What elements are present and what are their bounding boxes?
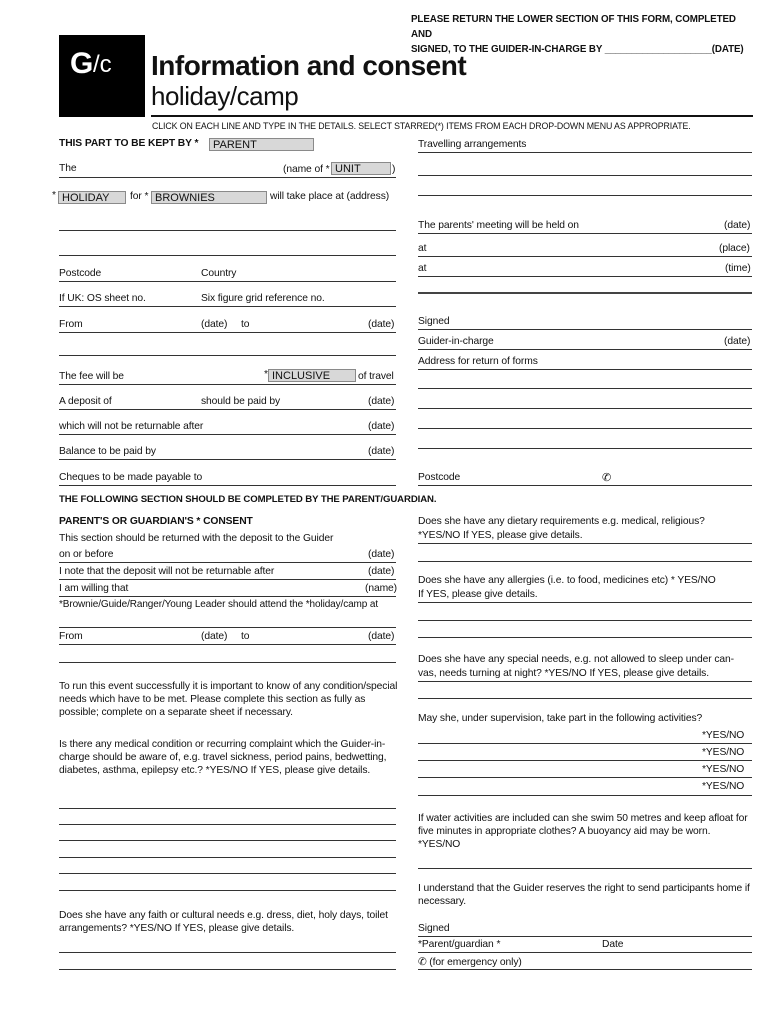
cheques-line[interactable] xyxy=(59,485,396,486)
willing-that-line[interactable] xyxy=(59,596,396,597)
activity-4-yes-no[interactable]: *YES/NO xyxy=(702,781,745,792)
medical-line-5[interactable] xyxy=(59,873,396,874)
at-place-label: at xyxy=(418,243,427,254)
parent-guardian-label[interactable]: *Parent/guardian * xyxy=(418,939,501,950)
phone-icon: ✆ xyxy=(602,472,612,484)
parent-signed-label: Signed xyxy=(418,923,450,934)
special-needs-line-1[interactable] xyxy=(418,681,752,682)
return-note-line2: AND xyxy=(411,29,432,40)
activity-2-yes-no[interactable]: *YES/NO xyxy=(702,747,745,758)
return-address-line-4[interactable] xyxy=(418,428,752,429)
gc-logo xyxy=(59,35,145,117)
medical-line-6[interactable] xyxy=(59,890,396,891)
address-line-1[interactable] xyxy=(59,230,396,231)
non-returnable-label: which will not be returnable after xyxy=(59,421,204,432)
medical-question: Is there any medical condition or recurring complaint which the Guider-in-charge should be aware of, e.g. travel sickness, period pains, bedwetting, diabetes, asthma, epilepsy etc.? *YES/NO If YES, please give details. xyxy=(59,739,387,776)
allergies-line-3[interactable] xyxy=(418,637,752,638)
allergies-line-1[interactable] xyxy=(418,602,752,603)
parents-meeting-label: The parents' meeting will be held on xyxy=(418,220,579,231)
on-or-before-date: (date) xyxy=(368,549,395,560)
from-date-label: (date) xyxy=(201,319,228,330)
special-needs-question-2[interactable]: vas, needs turning at night? *YES/NO If YES, please give details. xyxy=(418,668,709,679)
non-returnable-date: (date) xyxy=(368,421,395,432)
fee-label: The fee will be xyxy=(59,371,124,382)
allergies-line-2[interactable] xyxy=(418,620,752,621)
on-or-before-label: on or before xyxy=(59,549,114,560)
will-take-place-label: will take place at (address) xyxy=(270,191,390,202)
guider-date-label: (date) xyxy=(724,336,751,347)
activities-question: May she, under supervision, take part in the following activities? xyxy=(418,713,703,724)
guider-in-charge-label: Guider-in-charge xyxy=(418,336,494,347)
dates-line-2[interactable] xyxy=(59,355,396,356)
parent-signature-line[interactable] xyxy=(418,936,752,937)
holiday-star: * xyxy=(52,190,56,201)
fee-type-dropdown[interactable]: INCLUSIVE xyxy=(268,369,356,382)
logo-g: G xyxy=(70,47,94,80)
meeting-date-label: (date) xyxy=(724,220,751,231)
dietary-line-1[interactable] xyxy=(418,543,752,544)
faith-line-1[interactable] xyxy=(59,952,396,953)
run-event-text: To run this event successfully it is important to know of any condition/special needs which have to be met. Please complete this section as fully as possible; complete on a separate sheet if necessary. xyxy=(59,681,398,718)
address-line-2[interactable] xyxy=(59,255,396,256)
os-sheet-label: If UK: OS sheet no. xyxy=(59,293,146,304)
consent-heading: PARENT'S OR GUARDIAN'S * CONSENT xyxy=(59,516,253,527)
willing-name-label: (name) xyxy=(365,583,398,594)
to-label: to xyxy=(241,319,250,330)
of-travel-label: of travel xyxy=(358,371,394,382)
activity-line-1[interactable] xyxy=(418,743,752,744)
parent-date-line[interactable] xyxy=(418,952,752,953)
consent-from-label: From xyxy=(59,631,83,642)
parent-section-heading: THE FOLLOWING SECTION SHOULD BE COMPLETED BY THE PARENT/GUARDIAN. xyxy=(59,494,437,505)
signed-label: Signed xyxy=(418,316,450,327)
meeting-date-line[interactable] xyxy=(418,233,752,234)
travel-line-2[interactable] xyxy=(418,175,752,176)
consent-to-label: to xyxy=(241,631,250,642)
postcode-line[interactable] xyxy=(59,281,396,282)
return-note-line3: SIGNED, TO THE GUIDER-IN-CHARGE BY ____________________(DATE) xyxy=(411,44,744,55)
balance-line[interactable] xyxy=(59,459,396,460)
time-label: (time) xyxy=(725,263,751,274)
swim-question: If water activities are included can she swim 50 metres and keep afloat for five minutes in appropriate clothes? A buoyancy aid may be worn. *YES/NO xyxy=(418,813,748,850)
address-return-label: Address for return of forms xyxy=(418,356,538,367)
return-postcode-line[interactable] xyxy=(418,485,752,486)
travelling-label: Travelling arrangements xyxy=(418,139,527,150)
deposit-not-returnable-line[interactable] xyxy=(59,579,396,580)
section-dropdown[interactable]: BROWNIES xyxy=(151,191,267,204)
send-home-text: I understand that the Guider reserves the right to send participants home if necessary. xyxy=(418,883,750,907)
close-paren: ) xyxy=(392,164,396,175)
fee-line[interactable] xyxy=(59,384,396,385)
return-address-line-5[interactable] xyxy=(418,448,752,449)
medical-line-3[interactable] xyxy=(59,840,396,841)
meeting-rule xyxy=(418,292,752,294)
emergency-phone-line[interactable] xyxy=(418,969,752,970)
activity-3-yes-no[interactable]: *YES/NO xyxy=(702,764,745,775)
meeting-time-line[interactable] xyxy=(418,276,752,277)
postcode-label: Postcode xyxy=(59,268,102,279)
instructions-text: CLICK ON EACH LINE AND TYPE IN THE DETAILS. SELECT STARRED(*) ITEMS FROM EACH DROP-DOWN MENU AS APPROPRIATE. xyxy=(152,121,691,131)
unit-dropdown[interactable]: UNIT xyxy=(331,162,391,175)
dietary-question: Does she have any dietary requirements e.g. medical, religious? xyxy=(418,516,705,527)
name-of-label: (name of * xyxy=(283,164,330,175)
guider-signature-line[interactable] xyxy=(418,329,752,330)
the-label: The xyxy=(59,163,77,174)
non-returnable-line[interactable] xyxy=(59,434,396,435)
return-address-line-1[interactable] xyxy=(418,369,752,370)
grid-ref-label: Six figure grid reference no. xyxy=(201,293,325,304)
unit-name-line[interactable] xyxy=(59,177,396,178)
balance-date: (date) xyxy=(368,446,395,457)
consent-to-date: (date) xyxy=(368,631,395,642)
meeting-place-line[interactable] xyxy=(418,256,752,257)
dietary-line-2[interactable] xyxy=(418,561,752,562)
medical-line-4[interactable] xyxy=(59,857,396,858)
swim-line[interactable] xyxy=(418,868,752,869)
guider-line[interactable] xyxy=(418,349,752,350)
title-rule xyxy=(151,115,753,117)
deposit-label: A deposit of xyxy=(59,396,112,407)
fee-star: * xyxy=(264,369,268,380)
medical-line-1[interactable] xyxy=(59,808,396,809)
faith-line-2[interactable] xyxy=(59,969,396,970)
should-attend-text: *Brownie/Guide/Ranger/Young Leader should attend the *holiday/camp at xyxy=(59,599,379,610)
os-sheet-line[interactable] xyxy=(59,306,396,307)
deposit-not-returnable-date: (date) xyxy=(368,566,395,577)
allergies-question[interactable]: Does she have any allergies (i.e. to food, medicines etc) * YES/NO xyxy=(418,575,716,586)
deposit-line[interactable] xyxy=(59,409,396,410)
dietary-yes-no[interactable]: *YES/NO If YES, please give details. xyxy=(418,530,583,541)
country-label: Country xyxy=(201,268,237,279)
on-or-before-line[interactable] xyxy=(59,562,396,563)
holiday-dropdown[interactable]: HOLIDAY xyxy=(58,191,126,204)
special-needs-line-2[interactable] xyxy=(418,698,752,699)
at-time-label: at xyxy=(418,263,427,274)
activity-1-yes-no[interactable]: *YES/NO xyxy=(702,730,745,741)
return-address-line-2[interactable] xyxy=(418,388,752,389)
dates-line[interactable] xyxy=(59,332,396,333)
deposit-date-label: (date) xyxy=(368,396,395,407)
consent-dates-line[interactable] xyxy=(59,644,396,645)
emergency-phone-label: ✆ (for emergency only) xyxy=(418,957,522,968)
travel-line-1[interactable] xyxy=(418,152,752,153)
parent-date-label: Date xyxy=(602,939,624,950)
returned-with-deposit-text: This section should be returned with the deposit to the Guider xyxy=(59,533,334,544)
deposit-not-returnable-label: I note that the deposit will not be returnable after xyxy=(59,566,275,577)
attend-place-line[interactable] xyxy=(59,627,396,628)
medical-line-2[interactable] xyxy=(59,824,396,825)
activity-line-2[interactable] xyxy=(418,760,752,761)
place-label: (place) xyxy=(719,243,750,254)
kept-by-label: THIS PART TO BE KEPT BY * xyxy=(59,138,199,149)
to-date-label: (date) xyxy=(368,319,395,330)
return-postcode-label: Postcode xyxy=(418,472,461,483)
consent-dates-line-2[interactable] xyxy=(59,662,396,663)
kept-by-dropdown[interactable]: PARENT xyxy=(209,138,314,151)
travel-line-3[interactable] xyxy=(418,195,752,196)
consent-from-date: (date) xyxy=(201,631,228,642)
willing-that-label: I am willing that xyxy=(59,583,129,594)
cheques-label: Cheques to be made payable to xyxy=(59,472,203,483)
allergies-detail: If YES, please give details. xyxy=(418,589,538,600)
logo-slash-c: /c xyxy=(93,51,112,78)
balance-label: Balance to be paid by xyxy=(59,446,156,457)
special-needs-question: Does she have any special needs, e.g. not allowed to sleep under can- xyxy=(418,654,734,665)
should-be-paid-label: should be paid by xyxy=(201,396,281,407)
activity-line-3[interactable] xyxy=(418,777,752,778)
for-label: for * xyxy=(130,191,149,202)
faith-question: Does she have any faith or cultural needs e.g. dress, diet, holy days, toilet arrangements? *YES/NO If YES, please give details. xyxy=(59,910,388,934)
from-label: From xyxy=(59,319,83,330)
return-note-line1: PLEASE RETURN THE LOWER SECTION OF THIS FORM, COMPLETED xyxy=(411,14,736,25)
page-subtitle: holiday/camp xyxy=(151,81,299,111)
return-address-line-3[interactable] xyxy=(418,408,752,409)
activity-line-4[interactable] xyxy=(418,795,752,796)
page-title: Information and consent xyxy=(151,50,467,81)
